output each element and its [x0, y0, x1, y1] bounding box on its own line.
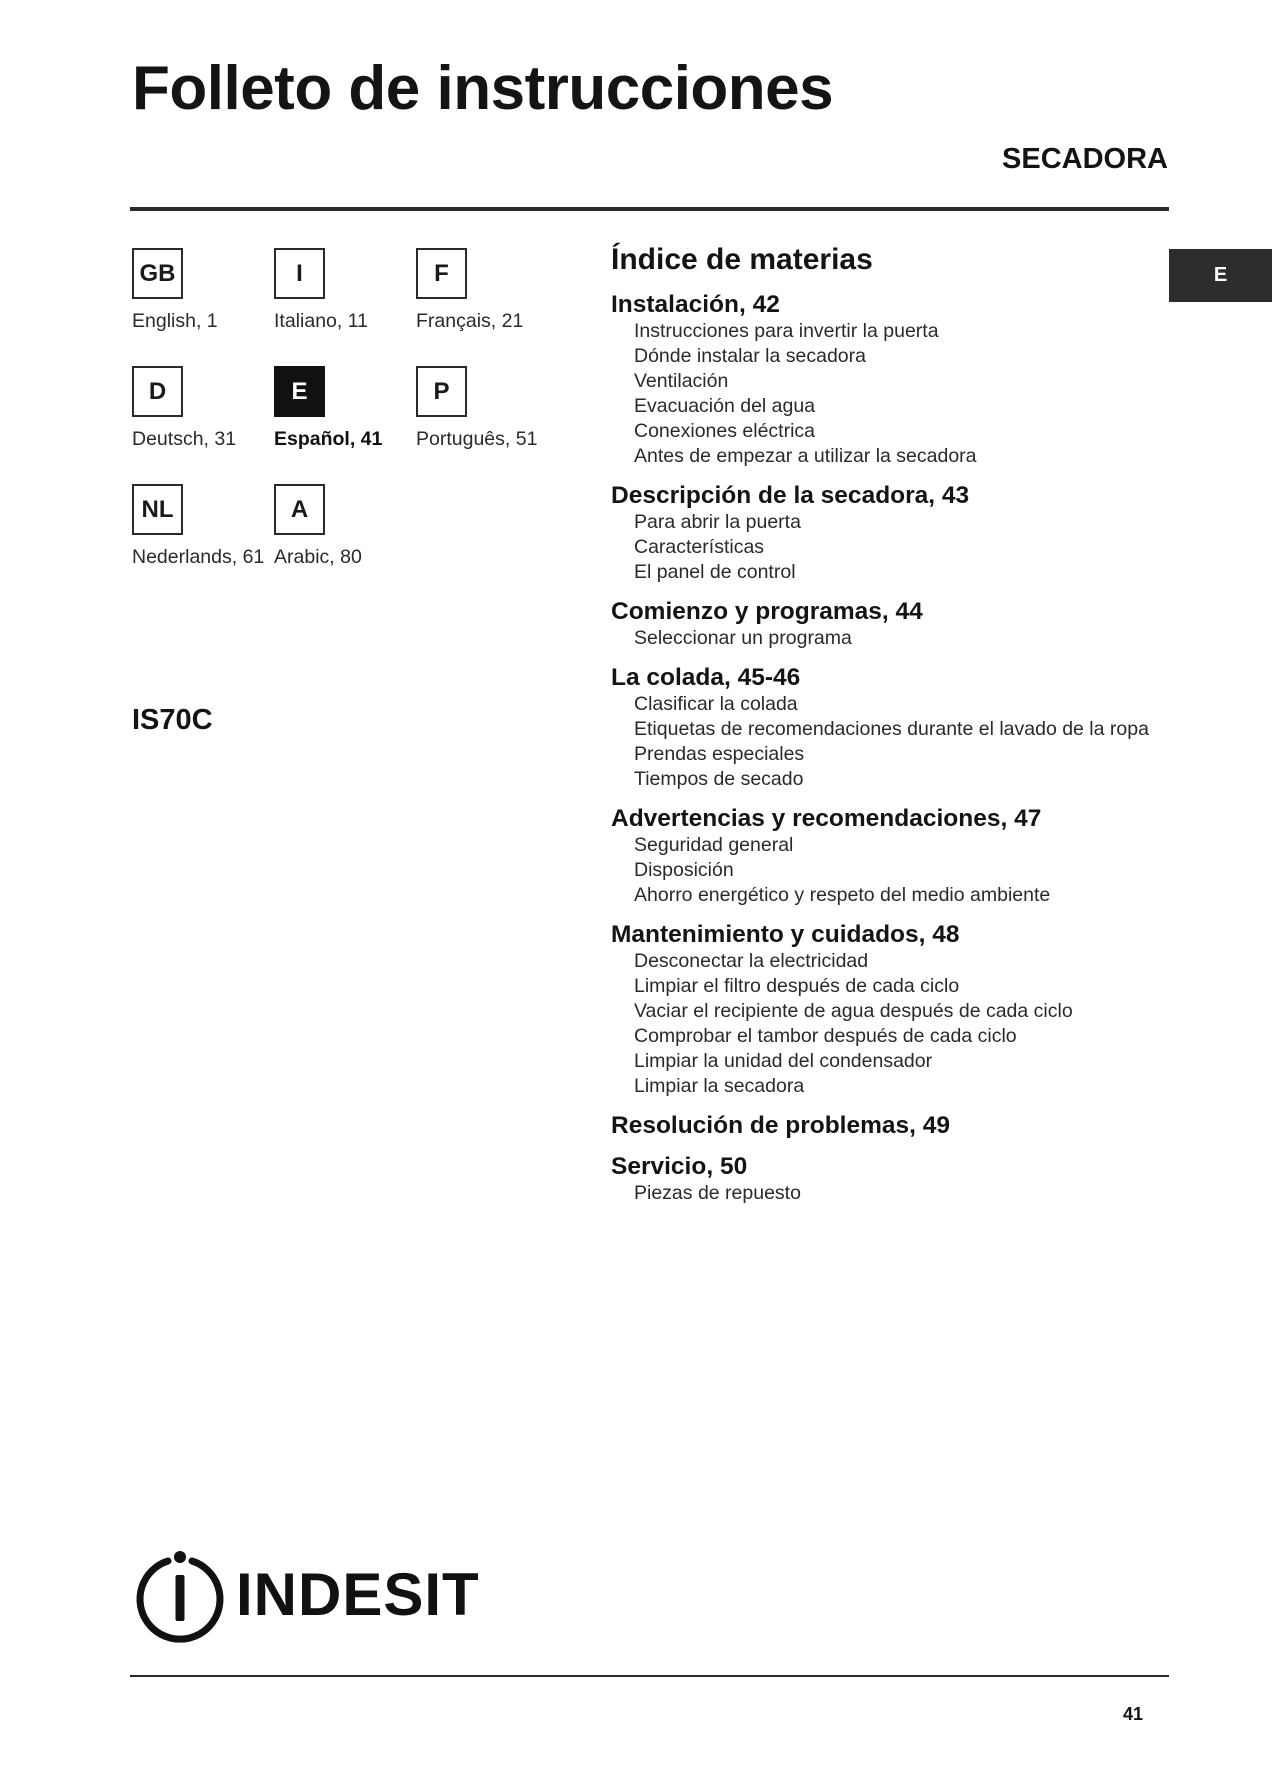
language-code-box: GB: [132, 248, 183, 299]
toc-subitem[interactable]: Antes de empezar a utilizar la secadora: [634, 444, 977, 467]
toc-subitem[interactable]: Comprobar el tambor después de cada ciclo: [634, 1024, 1017, 1047]
model-number: IS70C: [132, 704, 213, 736]
toc-subitem[interactable]: El panel de control: [634, 560, 796, 583]
toc-section: [611, 1113, 1171, 1140]
language-label: Arabic, 80: [274, 546, 362, 568]
toc-sections: [611, 292, 1171, 1206]
language-item-d[interactable]: [132, 366, 292, 451]
table-of-contents: [611, 243, 1171, 1220]
language-code-box: P: [416, 366, 467, 417]
language-label: Nederlands, 61: [132, 546, 265, 568]
toc-subitems: [611, 510, 1171, 585]
brand-logo: [132, 1545, 492, 1645]
toc-section-title[interactable]: La colada, 45-46: [611, 663, 801, 691]
toc-heading: Índice de materias: [611, 243, 873, 276]
toc-subitem[interactable]: Ahorro energético y respeto del medio ambiente: [634, 883, 1051, 906]
toc-subitem[interactable]: Dónde instalar la secadora: [634, 344, 866, 367]
toc-section: [611, 1154, 1171, 1206]
language-item-p[interactable]: [416, 366, 576, 451]
language-item-i[interactable]: [274, 248, 434, 333]
language-label: Português, 51: [416, 428, 538, 450]
language-code-box: NL: [132, 484, 183, 535]
language-code-box: I: [274, 248, 325, 299]
toc-subitem[interactable]: Características: [634, 535, 765, 558]
toc-section: [611, 483, 1171, 585]
product-type: SECADORA: [1002, 143, 1168, 175]
language-code-box: F: [416, 248, 467, 299]
toc-subitem[interactable]: Prendas especiales: [634, 742, 805, 765]
language-label: Deutsch, 31: [132, 428, 237, 450]
language-label: English, 1: [132, 310, 218, 332]
toc-section: [611, 806, 1171, 908]
language-code-box: D: [132, 366, 183, 417]
toc-subitems: [611, 1181, 1171, 1206]
language-label: Français, 21: [416, 310, 524, 332]
indesit-i-circle-logo-icon: [132, 1547, 228, 1643]
toc-subitem[interactable]: Disposición: [634, 858, 734, 881]
toc-subitem[interactable]: Limpiar la unidad del condensador: [634, 1049, 933, 1072]
toc-subitem[interactable]: Vaciar el recipiente de agua después de cada ciclo: [634, 999, 1073, 1022]
toc-subitem[interactable]: Conexiones eléctrica: [634, 419, 816, 442]
language-item-gb[interactable]: [132, 248, 292, 333]
toc-section: [611, 665, 1171, 792]
toc-subitems: [611, 626, 1171, 651]
bottom-divider: [130, 1675, 1169, 1677]
toc-section: [611, 599, 1171, 651]
toc-subitem[interactable]: Seguridad general: [634, 833, 794, 856]
language-side-tab: E: [1169, 249, 1272, 302]
language-item-nl[interactable]: [132, 484, 292, 569]
toc-section-title[interactable]: Comienzo y programas, 44: [611, 597, 923, 625]
brand-logo-text: INDESIT: [236, 1561, 480, 1628]
toc-subitem[interactable]: Limpiar el filtro después de cada ciclo: [634, 974, 960, 997]
toc-subitems: [611, 692, 1171, 792]
toc-section-title[interactable]: Descripción de la secadora, 43: [611, 481, 970, 509]
toc-subitem[interactable]: Clasificar la colada: [634, 692, 798, 715]
toc-section-title[interactable]: Instalación, 42: [611, 291, 780, 318]
toc-subitem[interactable]: Tiempos de secado: [634, 767, 804, 790]
toc-section-title[interactable]: Advertencias y recomendaciones, 47: [611, 804, 1042, 832]
language-code-box: A: [274, 484, 325, 535]
toc-subitem[interactable]: Piezas de repuesto: [634, 1181, 801, 1204]
toc-section: [611, 292, 1171, 469]
toc-subitem[interactable]: Evacuación del agua: [634, 394, 816, 417]
language-item-f[interactable]: [416, 248, 576, 333]
language-index: [132, 248, 572, 578]
language-label: Italiano, 11: [274, 310, 368, 332]
language-item-e[interactable]: [274, 366, 434, 451]
toc-section-title[interactable]: Resolución de problemas, 49: [611, 1111, 951, 1139]
toc-subitem[interactable]: Seleccionar un programa: [634, 626, 852, 649]
top-divider: [130, 207, 1169, 211]
toc-subitem[interactable]: Limpiar la secadora: [634, 1074, 805, 1097]
language-item-a[interactable]: [274, 484, 434, 569]
toc-section: [611, 922, 1171, 1099]
toc-section-title[interactable]: Servicio, 50: [611, 1152, 748, 1180]
page-number: 41: [1122, 1704, 1143, 1724]
toc-section-title[interactable]: Mantenimiento y cuidados, 48: [611, 920, 960, 948]
language-label: Español, 41: [274, 428, 383, 450]
language-code-box: E: [274, 366, 325, 417]
toc-subitem[interactable]: Etiquetas de recomendaciones durante el lavado de la ropa: [634, 717, 1149, 740]
page-title: Folleto de instrucciones: [132, 54, 834, 123]
toc-subitem[interactable]: Ventilación: [634, 369, 729, 392]
toc-subitems: [611, 949, 1171, 1099]
toc-subitem[interactable]: Desconectar la electricidad: [634, 949, 869, 972]
toc-subitems: [611, 833, 1171, 908]
toc-subitems: [611, 319, 1171, 469]
toc-subitem[interactable]: Instrucciones para invertir la puerta: [634, 319, 939, 342]
toc-subitem[interactable]: Para abrir la puerta: [634, 510, 801, 533]
